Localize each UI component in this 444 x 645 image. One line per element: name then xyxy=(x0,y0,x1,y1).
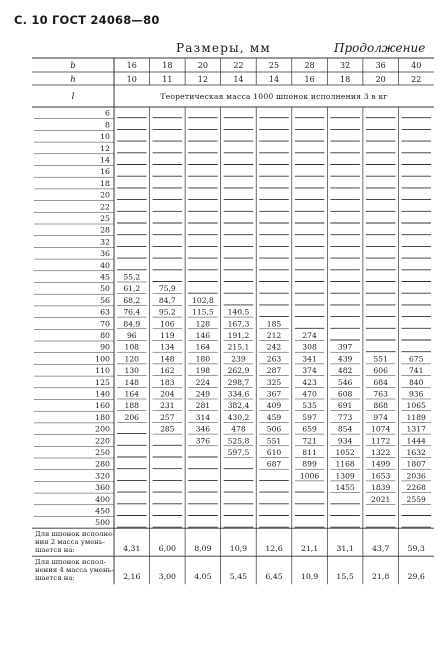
length-cell: 56 xyxy=(100,295,110,305)
mass-cell: 1499 xyxy=(371,459,391,469)
b-value-cell: 18 xyxy=(162,61,173,70)
mass-cell: 128 xyxy=(195,319,211,329)
mass-cell: 334,6 xyxy=(227,389,250,399)
length-cell: 80 xyxy=(100,331,110,340)
mass-cell: 215,1 xyxy=(227,342,250,352)
length-cell: 140 xyxy=(95,389,110,399)
mass-cell: 308 xyxy=(302,342,317,352)
reduction-cell: 31,1 xyxy=(336,544,354,554)
h-value-cell: 14 xyxy=(268,75,280,84)
reduction-cell: 10,9 xyxy=(300,572,319,582)
length-cell: 110 xyxy=(95,366,110,376)
mass-cell: 249 xyxy=(195,389,211,399)
mass-cell: 146 xyxy=(195,331,211,340)
reduction-cell: 15,5 xyxy=(336,572,354,582)
length-cell: 500 xyxy=(95,518,110,528)
reduction-cell: 4,31 xyxy=(123,544,141,554)
mass-cell: 1322 xyxy=(371,448,391,457)
length-cell: 18 xyxy=(100,178,110,188)
reduction-cell: 2,16 xyxy=(123,572,141,582)
length-cell: 90 xyxy=(100,342,110,352)
mass-cell: 382,4 xyxy=(227,401,250,411)
mass-cell: 2559 xyxy=(406,494,426,504)
length-cell: 360 xyxy=(95,483,110,493)
mass-cell: 164 xyxy=(124,389,140,399)
footer-label-line: Для шпонок исполне- xyxy=(35,530,115,539)
h-value-cell: 12 xyxy=(197,75,208,84)
mass-cell: 773 xyxy=(337,412,353,422)
h-value-cell: 16 xyxy=(304,75,315,84)
mass-cell: 1839 xyxy=(371,483,391,493)
mass-cell: 274 xyxy=(302,331,317,340)
footer-label-line: шается на: xyxy=(35,546,75,555)
mass-cell: 162 xyxy=(160,366,175,376)
mass-cell: 224 xyxy=(195,377,211,387)
length-cell: 36 xyxy=(100,249,110,259)
reduction-cell: 8,09 xyxy=(194,544,212,554)
reduction-cell: 3,00 xyxy=(158,572,177,582)
mass-cell: 741 xyxy=(408,366,424,376)
mass-cell: 506 xyxy=(266,424,282,434)
mass-cell: 376 xyxy=(195,436,211,446)
mass-cell: 721 xyxy=(302,436,317,446)
mass-cell: 106 xyxy=(160,319,175,329)
h-label: h xyxy=(70,75,76,85)
h-value-cell: 10 xyxy=(126,75,137,84)
mass-cell: 684 xyxy=(373,377,388,387)
length-cell: 16 xyxy=(100,167,110,177)
mass-cell: 2021 xyxy=(371,494,391,504)
mass-cell: 423 xyxy=(302,377,317,387)
mass-cell: 610 xyxy=(266,448,282,457)
mass-cell: 691 xyxy=(337,401,353,411)
length-cell: 28 xyxy=(100,225,110,235)
mass-cell: 325 xyxy=(266,377,282,387)
mass-cell: 459 xyxy=(266,412,282,422)
mass-cell: 1309 xyxy=(335,471,355,481)
b-value-cell: 40 xyxy=(411,61,422,70)
reduction-cell: 59,3 xyxy=(407,544,425,554)
mass-table xyxy=(32,56,434,616)
length-cell: 100 xyxy=(95,354,110,364)
mass-cell: 551 xyxy=(373,354,388,364)
reduction-cell: 29,6 xyxy=(407,572,425,582)
mass-cell: 606 xyxy=(373,366,388,376)
mass-cell: 1807 xyxy=(406,459,426,469)
b-label: b xyxy=(70,61,76,71)
mass-cell: 763 xyxy=(373,389,388,399)
length-cell: 20 xyxy=(100,190,110,200)
continuation-label: Продолжение xyxy=(334,41,426,55)
mass-cell: 854 xyxy=(337,424,353,434)
mass-cell: 281 xyxy=(195,401,211,411)
l-label: l xyxy=(71,92,75,102)
mass-cell: 659 xyxy=(302,424,317,434)
mass-cell: 212 xyxy=(266,331,282,340)
mass-cell: 546 xyxy=(337,377,353,387)
footer-label-line: нения 4 масса умень- xyxy=(35,566,114,575)
length-cell: 125 xyxy=(95,377,110,387)
mass-cell: 96 xyxy=(126,331,137,340)
length-cell: 70 xyxy=(100,319,110,329)
mass-cell: 2036 xyxy=(406,471,426,481)
mass-cell: 1074 xyxy=(371,424,391,434)
length-cell: 10 xyxy=(100,132,110,142)
mass-cell: 242 xyxy=(266,342,282,352)
mass-cell: 287 xyxy=(266,366,282,376)
mass-cell: 1455 xyxy=(335,483,355,493)
length-cell: 400 xyxy=(95,494,110,504)
length-cell: 32 xyxy=(100,237,110,247)
length-cell: 450 xyxy=(95,506,110,516)
mass-cell: 185 xyxy=(266,319,282,329)
mass-cell: 482 xyxy=(337,366,353,376)
mass-cell: 140,5 xyxy=(227,307,250,317)
mass-caption: Теоретическая масса 1000 шпонок исполнения 3 в кг xyxy=(160,92,388,101)
h-value-cell: 11 xyxy=(162,75,173,84)
mass-cell: 1444 xyxy=(406,436,426,446)
length-cell: 50 xyxy=(100,284,110,294)
mass-cell: 341 xyxy=(302,354,317,364)
length-cell: 12 xyxy=(100,143,110,153)
b-value-cell: 22 xyxy=(233,61,244,70)
mass-cell: 374 xyxy=(302,366,317,376)
mass-cell: 974 xyxy=(373,412,388,422)
mass-cell: 525,8 xyxy=(227,436,250,446)
mass-cell: 263 xyxy=(266,354,282,364)
mass-cell: 439 xyxy=(337,354,353,364)
length-cell: 8 xyxy=(105,120,110,130)
mass-cell: 2268 xyxy=(406,483,426,493)
mass-cell: 134 xyxy=(160,342,175,352)
mass-cell: 84,9 xyxy=(123,319,141,329)
mass-cell: 191,2 xyxy=(227,331,250,340)
mass-cell: 811 xyxy=(302,448,317,457)
reduction-cell: 6,00 xyxy=(158,544,177,554)
mass-cell: 262,9 xyxy=(227,366,250,376)
mass-cell: 120 xyxy=(124,354,140,364)
mass-cell: 551 xyxy=(266,436,282,446)
h-value-cell: 20 xyxy=(375,75,386,84)
mass-cell: 1065 xyxy=(406,401,426,411)
mass-cell: 934 xyxy=(337,436,353,446)
mass-cell: 314 xyxy=(195,412,211,422)
mass-cell: 535 xyxy=(302,401,317,411)
h-value-cell: 14 xyxy=(233,75,244,84)
reduction-cell: 43,7 xyxy=(371,544,390,554)
reduction-cell: 10,9 xyxy=(229,544,248,554)
length-cell: 160 xyxy=(95,401,110,411)
mass-cell: 257 xyxy=(160,412,175,422)
mass-cell: 397 xyxy=(337,342,353,352)
mass-cell: 687 xyxy=(266,459,282,469)
mass-cell: 102,8 xyxy=(192,295,214,305)
mass-cell: 1172 xyxy=(371,436,391,446)
mass-cell: 115,5 xyxy=(192,307,214,317)
length-cell: 200 xyxy=(95,424,110,434)
length-cell: 320 xyxy=(95,471,110,481)
footer-label-line: Для шпонок испол- xyxy=(35,558,106,567)
mass-cell: 936 xyxy=(408,389,424,399)
mass-cell: 148 xyxy=(160,354,175,364)
page-header: С. 10 ГОСТ 24068—80 xyxy=(14,13,160,27)
mass-cell: 188 xyxy=(124,401,140,411)
mass-cell: 1317 xyxy=(406,424,426,434)
b-value-cell: 32 xyxy=(340,61,351,70)
mass-cell: 119 xyxy=(160,331,175,340)
mass-cell: 108 xyxy=(124,342,140,352)
mass-cell: 130 xyxy=(124,366,140,376)
mass-cell: 198 xyxy=(195,366,211,376)
h-value-cell: 22 xyxy=(411,75,422,84)
mass-cell: 608 xyxy=(337,389,353,399)
length-cell: 220 xyxy=(95,436,110,446)
mass-cell: 239 xyxy=(231,354,246,364)
mass-cell: 164 xyxy=(195,342,211,352)
b-value-cell: 28 xyxy=(304,61,315,70)
mass-cell: 95,2 xyxy=(158,307,176,317)
dimensions-caption: Размеры, мм xyxy=(176,41,271,55)
mass-cell: 1632 xyxy=(406,448,426,457)
footer-label-line: ния 2 масса умень- xyxy=(35,538,105,547)
mass-cell: 597 xyxy=(302,412,317,422)
mass-cell: 840 xyxy=(408,377,424,387)
reduction-cell: 4,05 xyxy=(194,572,212,582)
mass-cell: 409 xyxy=(266,401,282,411)
mass-cell: 55,2 xyxy=(123,272,141,282)
mass-cell: 84,7 xyxy=(158,295,176,305)
mass-cell: 206 xyxy=(124,412,140,422)
mass-cell: 899 xyxy=(302,459,317,469)
length-cell: 22 xyxy=(100,202,110,212)
mass-cell: 1052 xyxy=(335,448,355,457)
length-cell: 280 xyxy=(95,459,110,469)
mass-cell: 1653 xyxy=(371,471,391,481)
length-cell: 180 xyxy=(95,412,110,422)
mass-cell: 675 xyxy=(408,354,424,364)
b-value-cell: 16 xyxy=(126,61,137,70)
mass-cell: 76,4 xyxy=(123,307,141,317)
mass-cell: 61,2 xyxy=(123,284,141,294)
length-cell: 6 xyxy=(105,108,110,118)
mass-cell: 470 xyxy=(302,389,317,399)
reduction-cell: 12,6 xyxy=(265,544,283,554)
reduction-cell: 21,8 xyxy=(371,572,390,582)
b-value-cell: 25 xyxy=(268,61,280,70)
length-cell: 25 xyxy=(100,214,110,223)
mass-cell: 180 xyxy=(195,354,211,364)
mass-cell: 148 xyxy=(124,377,140,387)
mass-cell: 298,7 xyxy=(227,377,250,387)
mass-cell: 1189 xyxy=(406,412,426,422)
mass-cell: 167,3 xyxy=(227,319,250,329)
mass-cell: 868 xyxy=(373,401,388,411)
mass-cell: 204 xyxy=(160,389,175,399)
mass-cell: 597,5 xyxy=(227,448,250,457)
mass-cell: 1006 xyxy=(299,471,320,481)
h-value-cell: 18 xyxy=(340,75,351,84)
length-cell: 14 xyxy=(100,155,110,165)
footer-label-line: шается на: xyxy=(35,574,75,583)
reduction-cell: 5,45 xyxy=(229,572,248,582)
mass-cell: 231 xyxy=(160,401,175,411)
mass-cell: 68,2 xyxy=(123,295,141,305)
mass-cell: 285 xyxy=(160,424,175,434)
mass-cell: 1168 xyxy=(335,459,355,469)
reduction-cell: 6,45 xyxy=(265,572,283,582)
length-cell: 250 xyxy=(95,448,110,457)
b-value-cell: 36 xyxy=(375,61,386,70)
reduction-cell: 21,1 xyxy=(300,544,319,554)
mass-cell: 75,9 xyxy=(158,284,176,294)
mass-cell: 183 xyxy=(160,377,175,387)
length-cell: 40 xyxy=(100,260,110,270)
mass-cell: 367 xyxy=(266,389,282,399)
mass-cell: 346 xyxy=(195,424,211,434)
length-cell: 63 xyxy=(100,307,110,317)
length-cell: 45 xyxy=(100,272,110,282)
mass-cell: 478 xyxy=(231,424,246,434)
b-value-cell: 20 xyxy=(197,61,208,70)
mass-cell: 430,2 xyxy=(227,412,250,422)
